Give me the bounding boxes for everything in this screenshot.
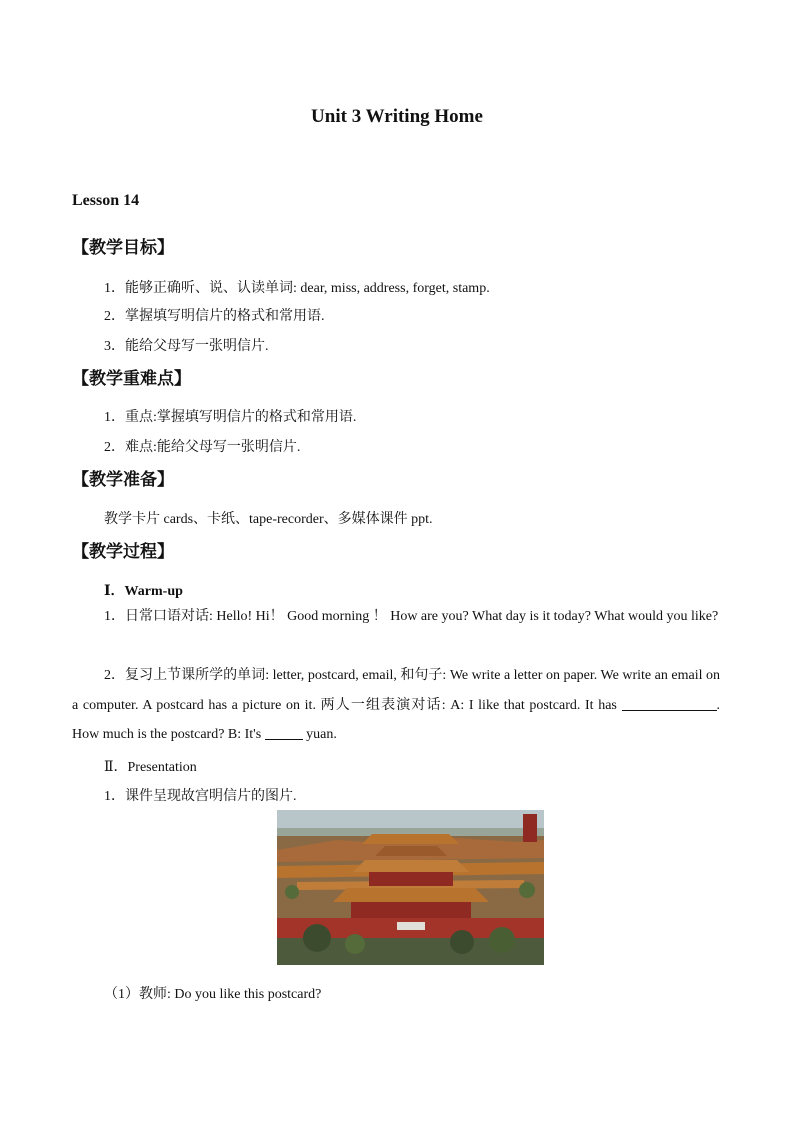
key-point-item: 2．难点:能给父母写一张明信片. bbox=[104, 440, 301, 455]
warmup-text-b: . How much is the postcard? B: It's bbox=[72, 697, 720, 742]
preparation-heading: 【教学准备】 bbox=[72, 470, 174, 490]
process-heading: 【教学过程】 bbox=[72, 542, 174, 562]
preparation-text: 教学卡片 cards、卡纸、tape-recorder、多媒体课件 ppt. bbox=[104, 512, 433, 527]
presentation-title: Ⅱ．Presentation bbox=[104, 760, 197, 775]
goals-heading: 【教学目标】 bbox=[72, 238, 174, 258]
lesson-label: Lesson 14 bbox=[72, 192, 140, 209]
answer-blank[interactable] bbox=[622, 696, 717, 711]
warmup-text-a: 2．复习上节课所学的单词: letter, postcard, email, 和句子: We write a letter on paper. We write an email on a computer. A postcard has a picture on it. 两人一组表演对话: A: I like that postcard. It has bbox=[72, 668, 720, 713]
presentation-item: 1．课件呈现故宫明信片的图片. bbox=[104, 789, 297, 804]
forbidden-city-postcard-image bbox=[277, 810, 544, 965]
answer-blank[interactable] bbox=[265, 725, 303, 740]
goal-item: 2．掌握填写明信片的格式和常用语. bbox=[104, 309, 325, 324]
key-point-item: 1．重点:掌握填写明信片的格式和常用语. bbox=[104, 410, 357, 425]
goal-item: 1．能够正确听、说、认读单词: dear, miss, address, forget, stamp. bbox=[104, 281, 490, 296]
warmup-paragraph-1: 1．日常口语对话: Hello! Hi！ Good morning ！ How are you? What day is it today? What would you like? bbox=[104, 609, 719, 624]
warmup-text-c: yuan. bbox=[306, 727, 337, 742]
teacher-line: （1）教师: Do you like this postcard? bbox=[104, 987, 322, 1002]
page-title: Unit 3 Writing Home bbox=[311, 106, 483, 127]
warmup-paragraph-2 bbox=[72, 661, 720, 750]
warmup-title: Ⅰ．Warm-up bbox=[104, 584, 183, 599]
goal-item: 3．能给父母写一张明信片. bbox=[104, 339, 269, 354]
key-points-heading: 【教学重难点】 bbox=[72, 369, 191, 389]
